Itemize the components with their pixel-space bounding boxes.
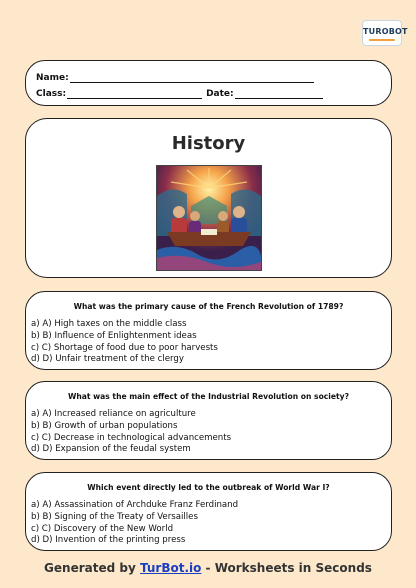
question-card-2 <box>25 381 392 460</box>
options-list <box>31 409 231 456</box>
option-a[interactable]: a) A) Increased reliance on agriculture <box>31 409 196 419</box>
turobot-logo <box>362 20 408 46</box>
footer-brand-link[interactable]: TurBot.io <box>139 561 202 575</box>
option-b[interactable]: b) B) Growth of urban populations <box>31 420 178 431</box>
date-label: Date: <box>206 89 234 99</box>
option-c[interactable]: c) C) Decrease in technological advancements <box>31 432 232 443</box>
option-b[interactable]: b) B) Signing of the Treaty of Versailles <box>31 511 198 522</box>
title-card <box>25 118 392 278</box>
footer-suffix: - Worksheets in Seconds <box>205 561 372 575</box>
option-a[interactable]: a) A) Assassination of Archduke Franz Ferdinand <box>31 500 239 510</box>
options-list <box>31 319 218 366</box>
name-line[interactable] <box>70 74 314 83</box>
worksheet-title: History <box>171 133 246 154</box>
illustration-svg <box>157 166 261 270</box>
date-line[interactable] <box>235 90 323 99</box>
option-c[interactable]: c) C) Discovery of the New World <box>31 523 174 534</box>
name-label: Name: <box>36 73 69 83</box>
history-illustration <box>156 165 262 271</box>
question-text: What was the primary cause of the French Revolution of 1789? <box>73 302 344 311</box>
option-c[interactable]: c) C) Shortage of food due to poor harvests <box>31 342 218 353</box>
name-row <box>36 73 314 83</box>
logo-text: TUROBOT <box>363 27 408 36</box>
question-card-1 <box>25 291 392 370</box>
footer-prefix: Generated by <box>44 561 136 575</box>
option-a[interactable]: a) A) High taxes on the middle class <box>31 319 187 329</box>
question-card-3 <box>25 472 392 551</box>
student-info-card <box>25 60 392 106</box>
question-text: What was the main effect of the Industrial Revolution on society? <box>67 392 350 401</box>
question-text: Which event directly led to the outbreak of World War I? <box>87 483 330 492</box>
option-d[interactable]: d) D) Unfair treatment of the clergy <box>31 354 184 365</box>
option-b[interactable]: b) B) Influence of Enlightenment ideas <box>31 330 197 341</box>
class-line[interactable] <box>67 90 202 99</box>
option-d[interactable]: d) D) Expansion of the feudal system <box>31 444 191 455</box>
class-row <box>36 89 323 99</box>
logo-underline <box>369 39 395 41</box>
options-list <box>31 500 238 547</box>
footer <box>0 561 416 575</box>
class-label: Class: <box>36 89 67 99</box>
option-d[interactable]: d) D) Invention of the printing press <box>31 535 186 546</box>
